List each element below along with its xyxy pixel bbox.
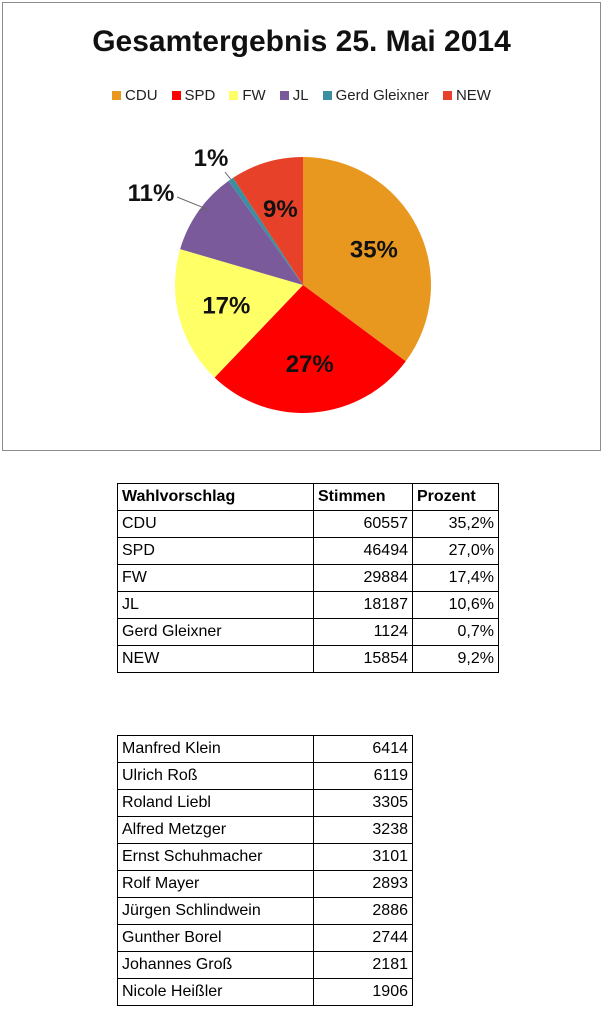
candidate-votes-cell: 2893	[314, 871, 413, 898]
table-row	[118, 736, 413, 763]
percent-cell: 9,2%	[413, 646, 499, 673]
legend-label: SPD	[184, 87, 216, 104]
party-cell: SPD	[118, 538, 314, 565]
legend-label: FW	[242, 87, 266, 104]
table-row	[118, 538, 499, 565]
percent-cell: 0,7%	[413, 619, 499, 646]
candidate-votes-cell: 2744	[314, 925, 413, 952]
candidate-name-cell: Nicole Heißler	[118, 979, 314, 1006]
table-row	[118, 763, 413, 790]
candidate-name-cell: Manfred Klein	[118, 736, 314, 763]
table-row	[118, 844, 413, 871]
votes-cell: 1124	[314, 619, 413, 646]
percent-cell: 35,2%	[413, 511, 499, 538]
legend-label: CDU	[125, 87, 158, 104]
table-row	[118, 592, 499, 619]
candidate-votes-cell: 6414	[314, 736, 413, 763]
table-row	[118, 817, 413, 844]
data-label: 35%	[349, 236, 398, 264]
table-row	[118, 952, 413, 979]
votes-cell: 15854	[314, 646, 413, 673]
party-cell: CDU	[118, 511, 314, 538]
table-row	[118, 790, 413, 817]
candidate-name-cell: Ernst Schuhmacher	[118, 844, 314, 871]
results-table	[117, 483, 499, 673]
chart-title: Gesamtergebnis 25. Mai 2014	[92, 25, 511, 58]
candidate-name-cell: Gunther Borel	[118, 925, 314, 952]
candidate-votes-cell: 3101	[314, 844, 413, 871]
table-row	[118, 898, 413, 925]
table-row	[118, 565, 499, 592]
header-stimmen: Stimmen	[314, 484, 413, 511]
candidates-table	[117, 735, 413, 1006]
table-row	[118, 619, 499, 646]
party-cell: FW	[118, 565, 314, 592]
table-row	[118, 925, 413, 952]
header-prozent: Prozent	[413, 484, 499, 511]
candidate-name-cell: Jürgen Schlindwein	[118, 898, 314, 925]
candidate-votes-cell: 1906	[314, 979, 413, 1006]
percent-cell: 17,4%	[413, 565, 499, 592]
table-row	[118, 511, 499, 538]
party-cell: JL	[118, 592, 314, 619]
data-label: 1%	[193, 145, 229, 172]
candidate-name-cell: Ulrich Roß	[118, 763, 314, 790]
table-row	[118, 871, 413, 898]
header-wahlvorschlag: Wahlvorschlag	[118, 484, 314, 511]
candidate-votes-cell: 3305	[314, 790, 413, 817]
pie-chart	[3, 3, 602, 452]
candidate-name-cell: Roland Liebl	[118, 790, 314, 817]
data-label: 17%	[202, 292, 251, 320]
chart-container	[2, 2, 601, 451]
leader-line	[225, 172, 231, 179]
votes-cell: 18187	[314, 592, 413, 619]
candidate-name-cell: Johannes Groß	[118, 952, 314, 979]
percent-cell: 10,6%	[413, 592, 499, 619]
table-row	[118, 646, 499, 673]
legend-label: NEW	[455, 87, 491, 104]
percent-cell: 27,0%	[413, 538, 499, 565]
legend-label: Gerd Gleixner	[335, 87, 429, 104]
party-cell: Gerd Gleixner	[118, 619, 314, 646]
results-header-row	[118, 484, 499, 511]
candidate-votes-cell: 2886	[314, 898, 413, 925]
votes-cell: 29884	[314, 565, 413, 592]
data-label: 9%	[263, 195, 298, 223]
data-label: 11%	[127, 180, 175, 207]
votes-cell: 46494	[314, 538, 413, 565]
legend-label: JL	[292, 87, 309, 104]
candidate-votes-cell: 2181	[314, 952, 413, 979]
party-cell: NEW	[118, 646, 314, 673]
candidate-name-cell: Alfred Metzger	[118, 817, 314, 844]
votes-cell: 60557	[314, 511, 413, 538]
candidate-votes-cell: 6119	[314, 763, 413, 790]
table-row	[118, 979, 413, 1006]
data-label: 27%	[285, 351, 334, 379]
candidate-name-cell: Rolf Mayer	[118, 871, 314, 898]
candidate-votes-cell: 3238	[314, 817, 413, 844]
